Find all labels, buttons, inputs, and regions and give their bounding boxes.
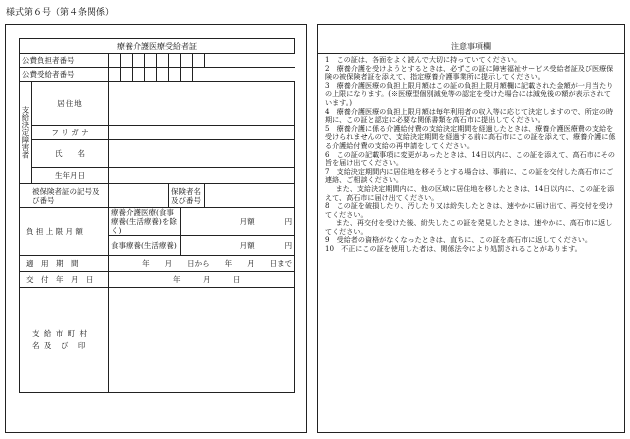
payer-digit[interactable]	[145, 54, 157, 68]
birth-label: 生年月日	[32, 168, 109, 184]
note-item: 2 療養介護を受けようとするときは、必ずこの証に障害福祉サービス受給者証及び医療保険の被保険者証を添えて、指定療養介護事業所に提示してください。	[325, 63, 614, 82]
note-item: 5 療養介護に係る介護給付費の支給決定期間を経過したときは、療養介護医療費の支給を受けられませんので、支給決定期間を経過する前に高石市にこの証を添えて、療養介護に係る介護給付費の支給の再申請をしてください。	[325, 123, 616, 150]
recipient-digit[interactable]	[145, 68, 157, 82]
notes-divider	[318, 53, 624, 54]
payer-digit[interactable]	[109, 54, 121, 68]
note-item: また、再交付を受けた後、紛失したこの証を発見したときは、速やかに、高石市に返してください。	[325, 218, 613, 236]
period-label: 適 用 期 間	[20, 256, 109, 272]
certificate-table	[19, 38, 295, 393]
recipient-digit[interactable]	[157, 68, 169, 82]
furigana-label: フ リ ガ ナ	[32, 126, 109, 140]
limit-meal-label: 食事療養(生活療養)	[109, 236, 181, 256]
limit-meal-amount[interactable]	[181, 236, 295, 256]
note-item: 4 療養介護医療の負担上限月額は毎年利用者の収入等に応じて決定しますので、所定の時期に、この証と認定に必要な関係書類を高石市に提出してください。	[325, 106, 614, 125]
address-field[interactable]	[109, 82, 295, 126]
insured-field[interactable]	[109, 184, 169, 208]
payer-digit[interactable]	[133, 54, 145, 68]
certificate-panel	[5, 24, 307, 433]
insured-label: 被保険者証の記号及び番号	[20, 184, 109, 208]
name-field[interactable]	[109, 140, 295, 168]
note-item: 3 療養介護医療の負担上限月額はこの証の負担上限月額欄に記載された金額が一月当たりの上限になります。(※医療型個別減免等の認定を受けた場合には減免後の額が表示されています。)	[325, 80, 614, 107]
issue-label: 交 付 年 月 日	[20, 272, 109, 288]
notes-panel	[317, 24, 625, 433]
certificate-title: 療養介護医療受給者証	[20, 39, 295, 54]
payer-digit[interactable]	[169, 54, 181, 68]
note-item: 9 受給者の資格がなくなったときは、直ちに、この証を高石市に返してください。	[325, 235, 592, 245]
blank-cell	[205, 68, 295, 82]
insurer-label: 保険者名及び番号	[169, 184, 205, 208]
birth-field[interactable]	[109, 168, 295, 184]
recipient-digit[interactable]	[169, 68, 181, 82]
yen-text: 円	[284, 217, 293, 226]
payer-number-label: 公費負担者番号	[20, 54, 109, 68]
recipient-digit[interactable]	[181, 68, 193, 82]
recipient-digit[interactable]	[121, 68, 133, 82]
blank-cell	[205, 54, 295, 68]
note-item: 10 不正にこの証を使用した者は、関係法令により処罰されることがあります。	[325, 244, 582, 254]
recipient-digit[interactable]	[133, 68, 145, 82]
note-item: 6 この証の記載事項に変更があったときは、14日以内に、この証を添えて、高石市にその旨を届け出てください。	[325, 149, 615, 168]
notes-list	[325, 56, 616, 254]
municipality-label: 支 給 市 町 村 名 及 び 印	[20, 288, 109, 393]
municipality-seal-field[interactable]	[109, 288, 295, 393]
note-item: 7 支給決定期間内に居住地を移そうとする場合は、事前に、この証を交付した高石市にご連絡、ご相談ください。	[325, 166, 614, 185]
note-item: 1 この証は、各面をよく読んで大切に持っていてください。	[325, 55, 522, 64]
address-label: 居住地	[32, 82, 109, 126]
limit-medical-label: 療養介護医療(食事療養(生活療養)を除く)	[109, 208, 181, 236]
payer-digit[interactable]	[121, 54, 133, 68]
recipient-digit[interactable]	[193, 68, 205, 82]
form-number: 様式第６号（第４条関係）	[6, 8, 115, 18]
payer-digit[interactable]	[193, 54, 205, 68]
per-month-text: 月額	[239, 241, 255, 250]
issue-value[interactable]: 年 月 日	[109, 272, 295, 288]
limit-label: 負 担 上 限 月 額	[20, 208, 109, 256]
per-month-text: 月額	[239, 217, 255, 226]
note-item: また、支給決定期間内に、他の区域に居住地を移したときは、14日以内に、この証を添えて、高石市に届け出てください。	[325, 183, 615, 202]
name-label: 氏 名	[32, 140, 109, 168]
note-item: 8 この証を破損したり、汚したり又は紛失したときは、速やかに届け出て、再交付を受けてください。	[325, 201, 614, 219]
payer-digit[interactable]	[157, 54, 169, 68]
period-value[interactable]: 年 月 日から 年 月 日まで	[109, 256, 295, 272]
furigana-field[interactable]	[109, 126, 295, 140]
yen-text: 円	[284, 241, 293, 250]
insurer-field[interactable]	[205, 184, 295, 208]
recipient-digit[interactable]	[109, 68, 121, 82]
recipient-section-label: 支給決定障害者	[20, 82, 32, 184]
payer-digit[interactable]	[181, 54, 193, 68]
limit-medical-amount[interactable]	[181, 208, 295, 236]
recipient-number-label: 公費受給者番号	[20, 68, 109, 82]
notes-title: 注意事項欄	[451, 42, 491, 51]
